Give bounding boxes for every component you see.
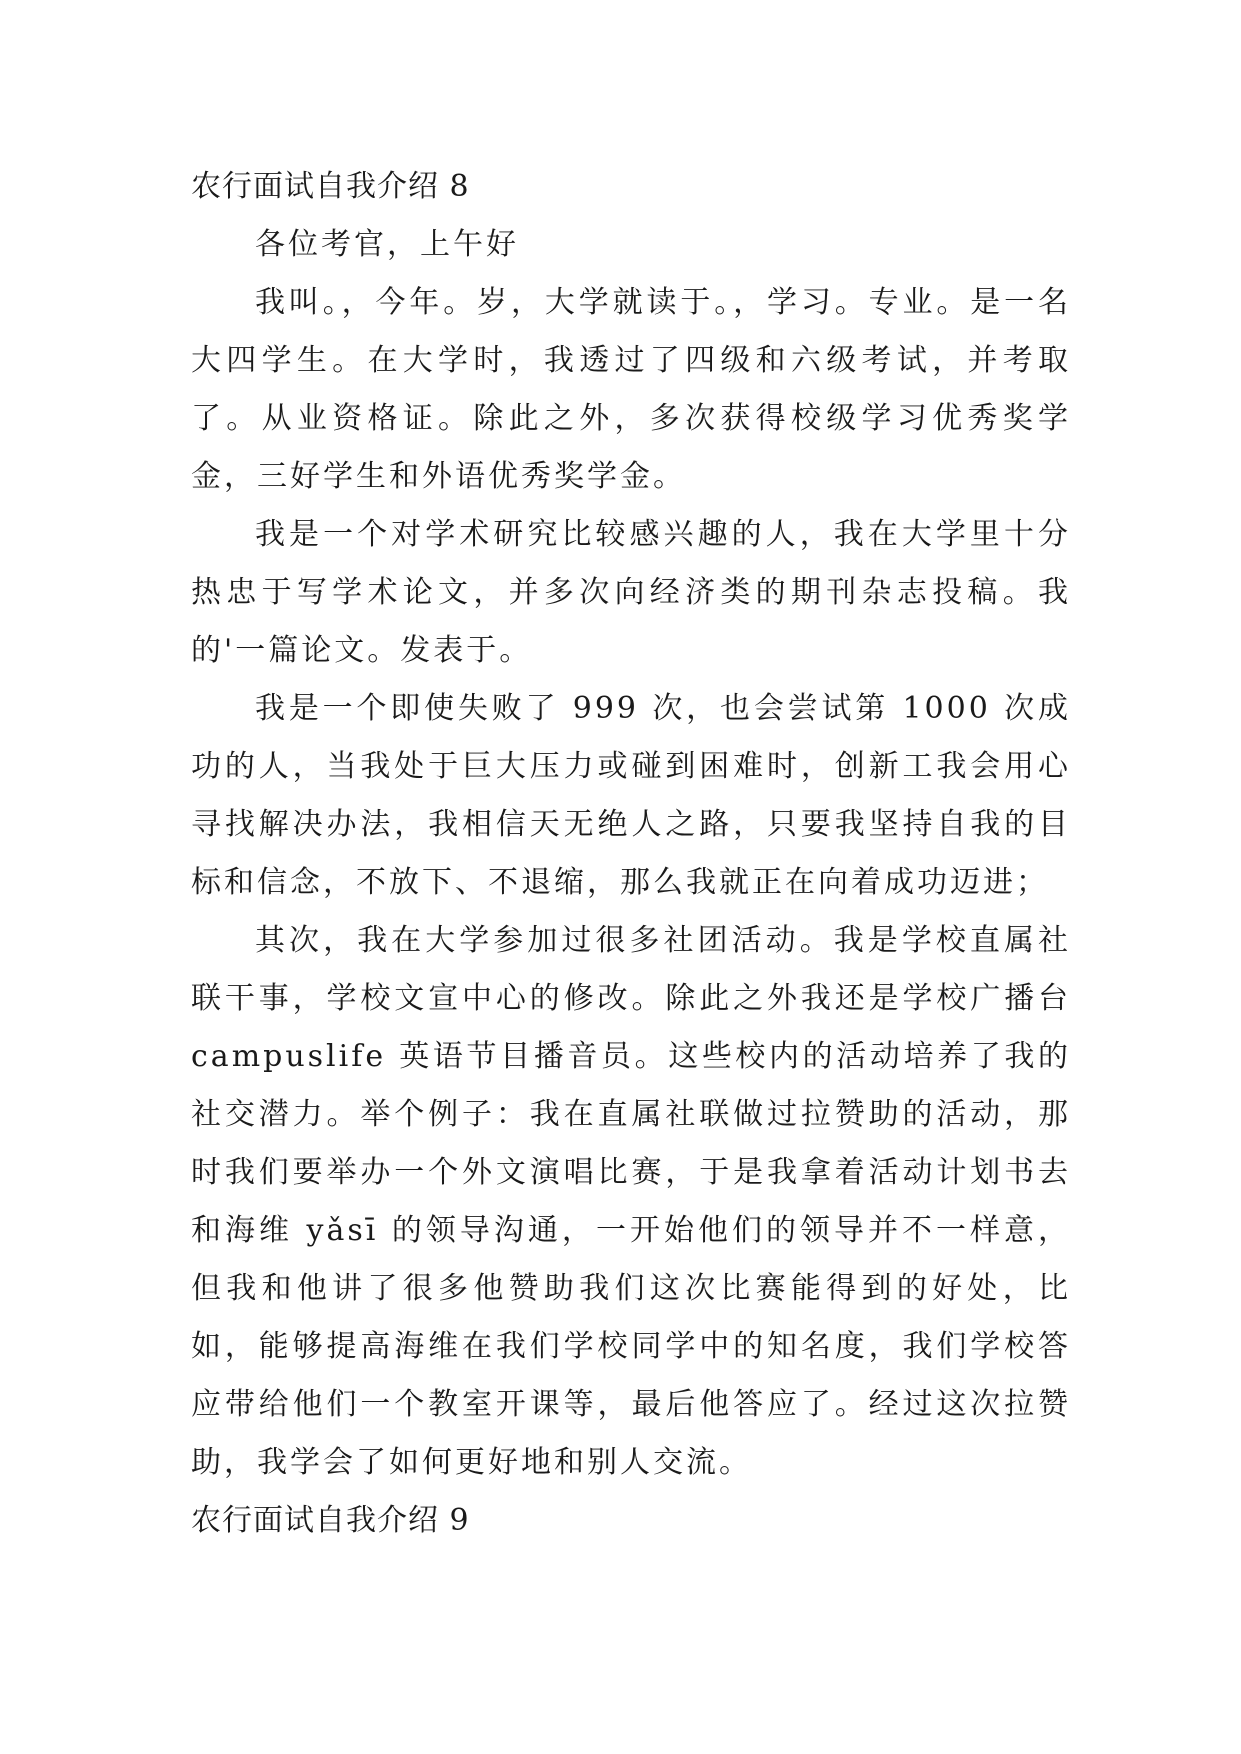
document-body <box>191 158 1071 1550</box>
paragraph-perseverance: 我是一个即使失败了 999 次，也会尝试第 1000 次成功的人，当我处于巨大压力或碰到困难时，创新工我会用心寻找解决办法，我相信天无绝人之路，只要我坚持自我的目标和信念，不放下、不退缩，那么我就正在向着成功迈进； <box>191 691 1071 900</box>
section-heading-8: 农行面试自我介绍 8 <box>191 169 470 204</box>
paragraph-intro: 我叫。，今年。岁，大学就读于。，学习。专业。是一名大四学生。在大学时，我透过了四级和六级考试，并考取了。从业资格证。除此之外，多次获得校级学习优秀奖学金，三好学生和外语优秀奖学金。 <box>191 285 1071 494</box>
paragraph-greeting: 各位考官，上午好 <box>255 227 519 262</box>
paragraph-research: 我是一个对学术研究比较感兴趣的人，我在大学里十分热忠于写学术论文，并多次向经济类的期刊杂志投稿。我的'一篇论文。发表于。 <box>191 517 1071 668</box>
paragraph-activities: 其次，我在大学参加过很多社团活动。我是学校直属社联干事，学校文宣中心的修改。除此之外我还是学校广播台 campuslife 英语节目播音员。这些校内的活动培养了我的社交潜力。举个例子：我在直属社联做过拉赞助的活动，那时我们要举办一个外文演唱比赛，于是我拿着活动计划书去和海维 yǎsī 的领导沟通，一开始他们的领导并不一样意，但我和他讲了很多他赞助我们这次比赛能得到的好处，比如，能够提高海维在我们学校同学中的知名度，我们学校答应带给他们一个教室开课等，最后他答应了。经过这次拉赞助，我学会了如何更好地和别人交流。 <box>191 923 1071 1480</box>
section-heading-9: 农行面试自我介绍 9 <box>191 1503 470 1538</box>
